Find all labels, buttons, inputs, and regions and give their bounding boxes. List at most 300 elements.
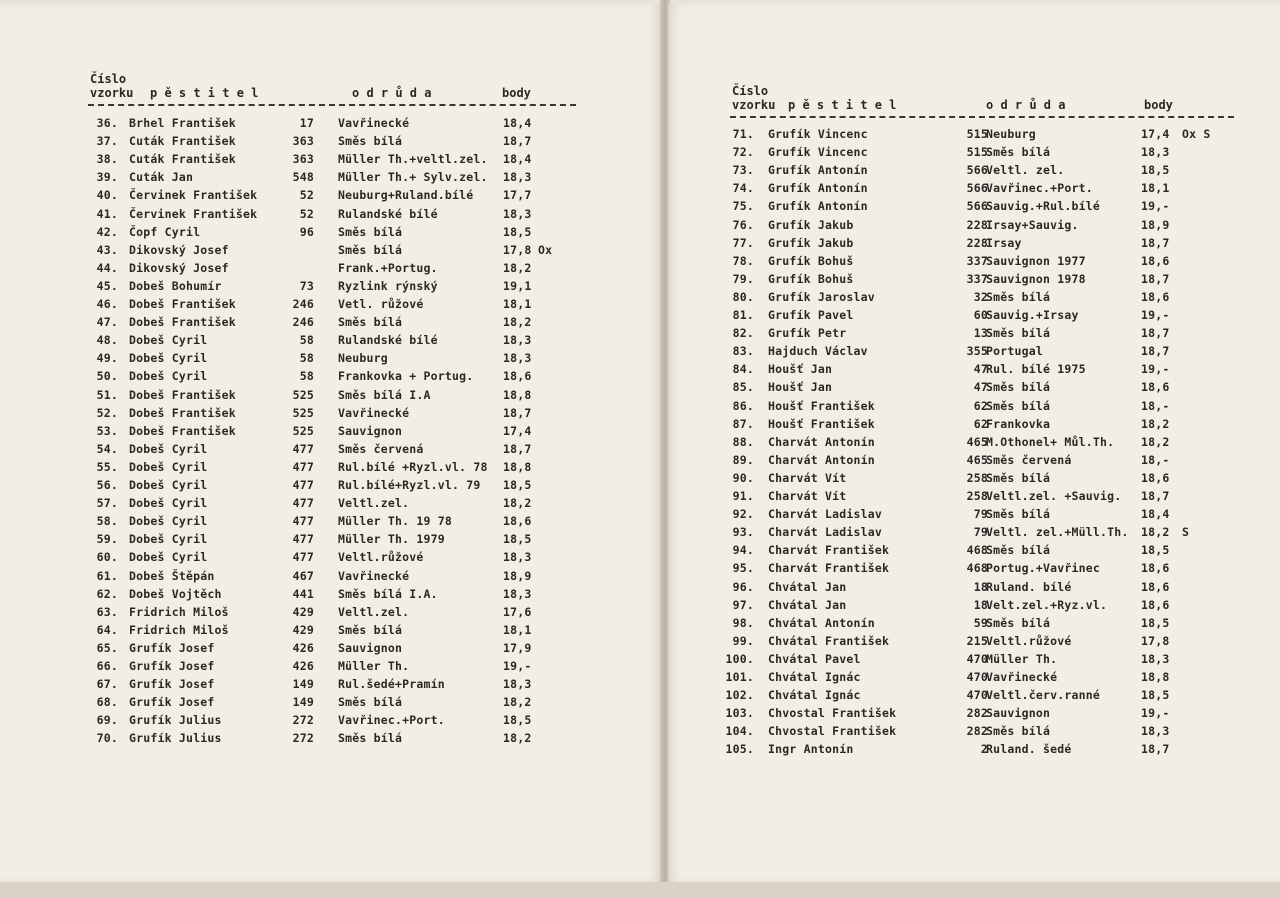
score: 19,- — [1141, 362, 1170, 377]
grower-code: 468 — [966, 543, 988, 558]
grower-name: Brhel František — [129, 116, 236, 130]
grower-name: Grufík Vincenc — [768, 127, 868, 141]
wine-variety: M.Othonel+ Můl.Th. — [986, 434, 1115, 449]
table-row — [84, 331, 584, 349]
table-row — [720, 541, 1250, 559]
table-row — [720, 451, 1250, 469]
grower-code: 282 — [966, 724, 988, 739]
score: 18,- — [1141, 398, 1170, 413]
header-pestitel: p ě s t i t e l — [150, 86, 259, 100]
wine-variety: Veltl.růžové — [338, 550, 424, 565]
grower-name: Dobeš Cyril — [129, 441, 208, 456]
sample-number: 39. — [96, 170, 118, 185]
wine-variety: Směs červená — [986, 452, 1072, 467]
grower-code: 566 — [966, 181, 988, 196]
sample-number: 62. — [96, 586, 118, 601]
score: 18,2 — [1141, 525, 1170, 540]
grower-code: 58 — [299, 351, 314, 366]
grower-name: Cuták Jan — [129, 170, 194, 185]
grower-name: Dobeš František — [129, 405, 236, 420]
wine-variety: Ruland. bílé — [986, 579, 1072, 594]
grower-code: 60 — [973, 308, 988, 322]
sample-number: 71. — [732, 127, 754, 141]
grower-name: Dobeš Cyril — [129, 550, 208, 565]
grower-code: 149 — [292, 677, 314, 692]
sample-number: 54. — [96, 441, 118, 456]
wine-variety: Směs bílá I.A. — [338, 586, 438, 601]
score: 18,7 — [1141, 271, 1170, 286]
wine-variety: Veltl.růžové — [986, 633, 1072, 648]
table-row — [720, 143, 1250, 161]
table-row — [720, 632, 1250, 650]
score: 18,2 — [1141, 416, 1170, 431]
wine-variety: Veltl. zel. — [986, 163, 1065, 178]
grower-name: Dobeš Cyril — [129, 333, 208, 348]
grower-name: Charvát Ladislav — [768, 507, 882, 522]
score: 19,1 — [503, 278, 532, 293]
grower-code: 59 — [973, 615, 988, 630]
table-row — [720, 704, 1250, 722]
score: 18,6 — [503, 369, 532, 384]
grower-name: Houšť Jan — [768, 380, 833, 395]
grower-name: Grufík Josef — [129, 677, 215, 692]
score: 17,7 — [503, 188, 532, 203]
score: 18,5 — [1141, 163, 1170, 178]
wine-variety: Müller Th. — [338, 659, 410, 673]
score: 18,3 — [503, 586, 532, 601]
wine-variety: Vavřinecké — [338, 405, 410, 420]
sample-number: 69. — [96, 713, 118, 728]
score: 18,8 — [503, 387, 532, 402]
score: 18,2 — [503, 496, 532, 511]
wine-variety: Frankovka + Portug. — [338, 369, 474, 384]
score: 18,6 — [1141, 380, 1170, 395]
grower-code: 246 — [292, 315, 314, 330]
wine-variety: Směs bílá — [986, 289, 1051, 304]
grower-name: Chvátal Ignác — [768, 670, 861, 684]
sample-number: 89. — [732, 452, 754, 467]
table-row — [84, 367, 584, 385]
grower-code: 58 — [299, 333, 314, 348]
sample-number: 60. — [96, 550, 118, 565]
score: 18,7 — [503, 405, 532, 420]
grower-name: Dobeš Štěpán — [129, 568, 215, 583]
header-odruda: o d r ů d a — [986, 98, 1066, 112]
grower-code: 477 — [292, 478, 314, 492]
score: 18,6 — [1141, 579, 1170, 594]
grower-name: Grufík Antonín — [768, 181, 868, 196]
score: 18,7 — [1141, 235, 1170, 250]
grower-name: Dobeš Cyril — [129, 351, 208, 366]
sample-number: 51. — [96, 387, 118, 402]
table-row — [84, 277, 584, 295]
grower-code: 477 — [292, 514, 314, 529]
wine-variety: Vavřinec.+Port. — [986, 181, 1093, 196]
grower-code: 13 — [973, 326, 988, 341]
wine-variety: Veltl.zel. +Sauvig. — [986, 489, 1122, 503]
sample-number: 105. — [725, 742, 754, 757]
table-row — [720, 668, 1250, 686]
wine-variety: Směs červená — [338, 441, 424, 456]
score: 18,2 — [503, 695, 532, 710]
header-body: body — [1144, 98, 1173, 112]
sample-number: 81. — [732, 308, 754, 322]
grower-code: 47 — [973, 380, 988, 395]
score: 18,3 — [503, 206, 532, 221]
table-row — [84, 476, 584, 494]
grower-name: Dobeš Cyril — [129, 459, 208, 474]
grower-code: 18 — [973, 597, 988, 612]
grower-code: 465 — [966, 434, 988, 449]
sample-number: 66. — [96, 659, 118, 673]
wine-variety: Směs bílá — [338, 622, 403, 637]
sample-number: 103. — [725, 706, 754, 721]
sample-number: 36. — [96, 116, 118, 130]
sample-number: 43. — [96, 242, 118, 257]
table-row — [720, 686, 1250, 704]
score: 18,4 — [1141, 507, 1170, 522]
grower-code: 477 — [292, 550, 314, 565]
wine-variety: Rul. bílé 1975 — [986, 362, 1086, 377]
grower-name: Grufík Julius — [129, 713, 222, 728]
score: 18,1 — [1141, 181, 1170, 196]
grower-name: Charvát František — [768, 561, 890, 576]
table-row — [720, 270, 1250, 288]
sample-number: 68. — [96, 695, 118, 710]
table-row — [84, 168, 584, 186]
sample-number: 75. — [732, 199, 754, 214]
grower-name: Grufík Antonín — [768, 163, 868, 178]
wine-variety: Sauvig.+Irsay — [986, 308, 1079, 322]
table-row — [720, 505, 1250, 523]
wine-variety: Směs bílá — [338, 242, 403, 257]
grower-name: Charvát Vít — [768, 489, 847, 503]
grower-code: 79 — [973, 507, 988, 522]
header-body: body — [502, 86, 531, 100]
wine-variety: Veltl. zel.+Müll.Th. — [986, 525, 1129, 540]
wine-variety: Frank.+Portug. — [338, 260, 438, 275]
table-row — [84, 711, 584, 729]
sample-number: 40. — [96, 188, 118, 203]
grower-name: Dobeš Cyril — [129, 369, 208, 384]
table-row — [84, 241, 584, 259]
score: 18,6 — [1141, 597, 1170, 612]
sample-number: 104. — [725, 724, 754, 739]
score: 17,4 — [1141, 127, 1170, 141]
sample-number: 44. — [96, 260, 118, 275]
score: 18,3 — [1141, 145, 1170, 160]
wine-variety: Velt.zel.+Ryz.vl. — [986, 597, 1108, 612]
score: 18,5 — [1141, 688, 1170, 703]
score: 18,6 — [503, 514, 532, 529]
grower-name: Čopf Cyril — [129, 224, 201, 239]
wine-variety: Vavřinecké — [338, 116, 410, 130]
sample-number: 63. — [96, 604, 118, 619]
grower-name: Grufík Josef — [129, 640, 215, 655]
score: 18,7 — [1141, 326, 1170, 341]
table-row — [720, 161, 1250, 179]
table-row — [720, 596, 1250, 614]
sample-number: 53. — [96, 423, 118, 438]
table-row — [84, 132, 584, 150]
grower-code: 228 — [966, 217, 988, 232]
grower-code: 525 — [292, 423, 314, 438]
left-page — [0, 4, 662, 882]
table-row — [720, 234, 1250, 252]
grower-code: 467 — [292, 568, 314, 583]
sample-number: 56. — [96, 478, 118, 492]
sample-number: 102. — [725, 688, 754, 703]
grower-name: Grufík Pavel — [768, 308, 854, 322]
header-cislo: Číslo — [732, 84, 769, 98]
score: 18,6 — [1141, 561, 1170, 576]
table-row — [84, 494, 584, 512]
score: 17,4 — [503, 423, 532, 438]
score: 19,- — [503, 659, 532, 673]
wine-variety: Vavřinecké — [986, 670, 1058, 684]
wine-variety: Portug.+Vavřinec — [986, 561, 1100, 576]
grower-name: Grufík Josef — [129, 695, 215, 710]
score: 18,5 — [503, 478, 532, 492]
sample-number: 99. — [732, 633, 754, 648]
sample-number: 52. — [96, 405, 118, 420]
score: 19,- — [1141, 308, 1170, 322]
grower-code: 468 — [966, 561, 988, 576]
score: 18,3 — [503, 351, 532, 366]
sample-number: 45. — [96, 278, 118, 293]
wine-variety: Vetl. růžové — [338, 297, 424, 311]
wine-variety: Směs bílá — [338, 315, 403, 330]
sample-number: 76. — [732, 217, 754, 232]
score: 18,4 — [503, 116, 532, 130]
grower-code: 58 — [299, 369, 314, 384]
table-row — [720, 216, 1250, 234]
score: 18,6 — [1141, 289, 1170, 304]
sample-number: 82. — [732, 326, 754, 341]
wine-variety: Vavřinecké — [338, 568, 410, 583]
note: Ox — [538, 242, 553, 257]
score: 18,5 — [503, 713, 532, 728]
grower-name: Grufík Petr — [768, 326, 847, 341]
sample-number: 93. — [732, 525, 754, 540]
score: 18,7 — [503, 134, 532, 149]
grower-code: 477 — [292, 532, 314, 547]
table-row — [84, 150, 584, 168]
grower-name: Houšť Jan — [768, 362, 833, 377]
table-row — [84, 512, 584, 530]
sample-number: 95. — [732, 561, 754, 576]
table-row — [84, 530, 584, 548]
score: 18,8 — [503, 459, 532, 474]
score: 19,- — [1141, 199, 1170, 214]
grower-code: 470 — [966, 688, 988, 703]
wine-variety: Sauvignon 1978 — [986, 271, 1086, 286]
wine-variety: Směs bílá I.A — [338, 387, 431, 402]
grower-name: Chvátal Antonín — [768, 615, 875, 630]
grower-code: 282 — [966, 706, 988, 721]
score: 18,3 — [503, 333, 532, 348]
table-row — [84, 259, 584, 277]
grower-name: Grufík Bohuš — [768, 271, 854, 286]
score: 17,8 — [1141, 633, 1170, 648]
sample-number: 94. — [732, 543, 754, 558]
grower-code: 149 — [292, 695, 314, 710]
score: 18,2 — [503, 731, 532, 746]
grower-name: Grufík Josef — [129, 659, 215, 673]
sample-number: 101. — [725, 670, 754, 684]
grower-code: 566 — [966, 199, 988, 214]
wine-variety: Směs bílá — [338, 695, 403, 710]
sample-number: 100. — [725, 651, 754, 666]
table-row — [84, 404, 584, 422]
score: 18,7 — [1141, 344, 1170, 359]
grower-name: Ingr Antonín — [768, 742, 854, 757]
score: 17,9 — [503, 640, 532, 655]
table-row — [84, 440, 584, 458]
grower-name: Dobeš Cyril — [129, 514, 208, 529]
grower-code: 429 — [292, 622, 314, 637]
sample-number: 96. — [732, 579, 754, 594]
grower-name: Grufík Antonín — [768, 199, 868, 214]
left-header-rule — [88, 104, 576, 106]
table-row — [720, 578, 1250, 596]
score: 18,4 — [503, 152, 532, 167]
score: 18,6 — [1141, 470, 1170, 485]
grower-code: 515 — [966, 145, 988, 160]
wine-variety: Irsay — [986, 235, 1022, 250]
wine-variety: Směs bílá — [986, 507, 1051, 522]
table-row — [720, 722, 1250, 740]
sample-number: 85. — [732, 380, 754, 395]
grower-code: 79 — [973, 525, 988, 540]
wine-variety: Vavřinec.+Port. — [338, 713, 445, 728]
table-row — [720, 433, 1250, 451]
wine-variety: Veltl.zel. — [338, 604, 410, 619]
grower-code: 228 — [966, 235, 988, 250]
table-row — [84, 386, 584, 404]
wine-variety: Směs bílá — [986, 470, 1051, 485]
wine-variety: Směs bílá — [338, 731, 403, 746]
wine-variety: Veltl.zel. — [338, 496, 410, 511]
grower-code: 477 — [292, 459, 314, 474]
grower-name: Charvát Antonín — [768, 434, 875, 449]
grower-code: 441 — [292, 586, 314, 601]
table-row — [720, 415, 1250, 433]
table-row — [720, 324, 1250, 342]
sample-number: 61. — [96, 568, 118, 583]
right-header-rule — [730, 116, 1234, 118]
sample-number: 49. — [96, 351, 118, 366]
grower-code: 18 — [973, 579, 988, 594]
grower-code: 32 — [973, 289, 988, 304]
wine-variety: Směs bílá — [338, 224, 403, 239]
score: 18,3 — [503, 170, 532, 185]
table-row — [84, 349, 584, 367]
score: 18,3 — [503, 677, 532, 692]
score: 18,7 — [1141, 489, 1170, 503]
sample-number: 41. — [96, 206, 118, 221]
bottom-edge — [0, 882, 1280, 898]
grower-code: 470 — [966, 670, 988, 684]
score: 18,5 — [1141, 543, 1170, 558]
wine-variety: Směs bílá — [986, 380, 1051, 395]
grower-name: Chvátal František — [768, 633, 890, 648]
table-row — [84, 458, 584, 476]
table-row — [720, 559, 1250, 577]
grower-name: Dobeš Bohumír — [129, 278, 222, 293]
grower-name: Dobeš Cyril — [129, 478, 208, 492]
grower-code: 477 — [292, 496, 314, 511]
score: 18,3 — [1141, 724, 1170, 739]
table-row — [84, 621, 584, 639]
grower-name: Dobeš František — [129, 297, 236, 311]
grower-code: 477 — [292, 441, 314, 456]
grower-name: Charvát Antonín — [768, 452, 875, 467]
wine-variety: Sauvignon 1977 — [986, 253, 1086, 268]
grower-code: 272 — [292, 713, 314, 728]
table-row — [84, 675, 584, 693]
table-row — [720, 125, 1250, 143]
wine-variety: Směs bílá — [986, 724, 1051, 739]
sample-number: 87. — [732, 416, 754, 431]
table-row — [720, 614, 1250, 632]
score: 17,8 — [503, 242, 532, 257]
score: 18,1 — [503, 297, 532, 311]
wine-variety: Směs bílá — [986, 615, 1051, 630]
sample-number: 58. — [96, 514, 118, 529]
grower-name: Grufík Bohuš — [768, 253, 854, 268]
wine-variety: Sauvignon — [338, 423, 403, 438]
wine-variety: Rulandské bílé — [338, 206, 438, 221]
sample-number: 72. — [732, 145, 754, 160]
grower-code: 246 — [292, 297, 314, 311]
grower-name: Houšť František — [768, 398, 875, 413]
wine-variety: Ruland. šedé — [986, 742, 1072, 757]
grower-code: 548 — [292, 170, 314, 185]
wine-variety: Frankovka — [986, 416, 1051, 431]
grower-name: Houšť František — [768, 416, 875, 431]
note: Ox S — [1182, 127, 1211, 141]
sample-number: 67. — [96, 677, 118, 692]
grower-name: Charvát František — [768, 543, 890, 558]
grower-name: Chvátal Ignác — [768, 688, 861, 703]
table-row — [720, 740, 1250, 758]
grower-name: Červinek František — [129, 188, 258, 203]
note: S — [1182, 525, 1190, 540]
table-row — [84, 313, 584, 331]
grower-name: Grufík Jakub — [768, 235, 854, 250]
grower-name: Dobeš Vojtěch — [129, 586, 222, 601]
grower-name: Chvátal Pavel — [768, 651, 861, 666]
table-row — [84, 567, 584, 585]
score: 18,3 — [1141, 651, 1170, 666]
grower-name: Chvostal František — [768, 706, 897, 721]
sample-number: 86. — [732, 398, 754, 413]
sample-number: 37. — [96, 134, 118, 149]
grower-name: Cuták František — [129, 134, 236, 149]
header-vzorku: vzorku — [732, 98, 776, 112]
grower-code: 465 — [966, 452, 988, 467]
grower-code: 337 — [966, 253, 988, 268]
grower-name: Chvátal Jan — [768, 579, 847, 594]
sample-number: 48. — [96, 333, 118, 348]
table-row — [720, 487, 1250, 505]
grower-code: 525 — [292, 405, 314, 420]
score: 18,1 — [503, 622, 532, 637]
grower-name: Grufík Jakub — [768, 217, 854, 232]
table-row — [84, 223, 584, 241]
table-row — [720, 523, 1250, 541]
